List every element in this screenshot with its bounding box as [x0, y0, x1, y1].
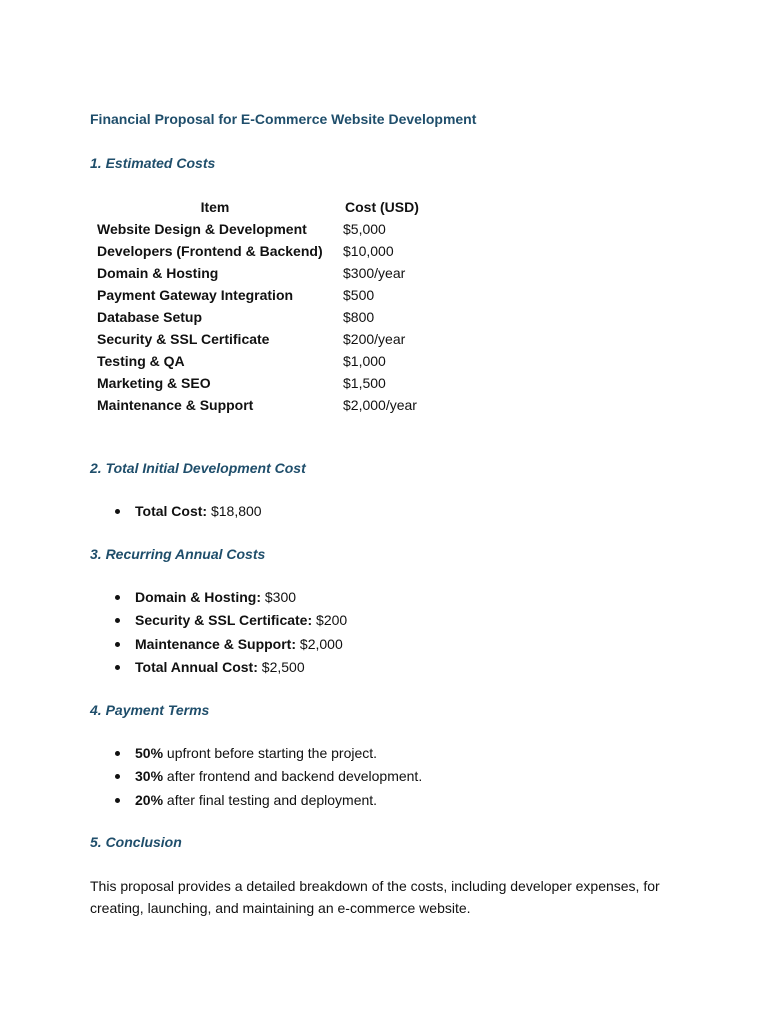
list-item-label: Security & SSL Certificate:: [135, 612, 313, 629]
section-heading-conclusion: 5. Conclusion: [90, 834, 182, 850]
section-heading-total-initial-cost: 2. Total Initial Development Cost: [90, 460, 306, 476]
table-cell-item: Domain & Hosting: [97, 265, 219, 281]
table-cell-cost: $10,000: [343, 243, 394, 259]
section-heading-estimated-costs: 1. Estimated Costs: [90, 155, 216, 171]
table-cell-cost: $800: [343, 309, 375, 325]
table-cell-cost: $200/year: [343, 331, 406, 347]
list-item-value: $2,000: [296, 635, 343, 652]
list-item: [135, 633, 347, 656]
table-cell-cost: $300/year: [343, 265, 406, 281]
table-cell-item: Marketing & SEO: [97, 375, 211, 391]
table-row: [97, 350, 455, 372]
table-row: [97, 218, 455, 240]
conclusion-paragraph: This proposal provides a detailed breakdown of the costs, including developer expenses, for creating, launching, and maintaining an e-commerce website.: [90, 878, 660, 916]
list-item-label: 50%: [135, 745, 164, 761]
table-row: [97, 240, 455, 262]
list-item-label: Total Annual Cost:: [135, 658, 258, 675]
table-header-row: [97, 196, 455, 218]
list-item: [135, 742, 422, 765]
table-cell-item: Payment Gateway Integration: [97, 287, 294, 303]
list-item-label: 20%: [135, 791, 164, 808]
list-item-label: Maintenance & Support:: [135, 635, 297, 652]
list-item: [135, 586, 347, 609]
list-item: [135, 609, 347, 632]
table-row: [97, 262, 455, 284]
table-cell-cost: $1,000: [343, 353, 386, 369]
table-cell-cost: $1,500: [343, 375, 386, 391]
table-cell-item: Maintenance & Support: [97, 397, 254, 413]
table-cell-cost: $500: [343, 287, 375, 303]
table-row: [97, 306, 455, 328]
list-item-label: 30%: [135, 768, 164, 785]
table-cell-item: Testing & QA: [97, 353, 185, 369]
list-item: [135, 789, 422, 812]
list-item-value: $300: [261, 589, 297, 605]
table-cell-item: Database Setup: [97, 309, 203, 325]
table-row: [97, 372, 455, 394]
section-heading-recurring-costs: 3. Recurring Annual Costs: [90, 546, 266, 562]
cost-table: [97, 196, 455, 416]
document-title: Financial Proposal for E-Commerce Website Development: [90, 111, 477, 127]
list-item: [135, 500, 262, 523]
table-cell-cost: $2,000/year: [343, 397, 417, 413]
list-item-value: $200: [312, 612, 348, 629]
table-cell-item: Developers (Frontend & Backend): [97, 242, 323, 259]
payment-terms-list: [113, 742, 422, 812]
list-item-value: $2,500: [257, 658, 305, 675]
list-item-label: Domain & Hosting:: [135, 589, 261, 605]
table-cell-item: Security & SSL Certificate: [97, 331, 270, 347]
list-item-value: after frontend and backend development.: [163, 768, 423, 785]
list-item-label: Total Cost:: [135, 503, 208, 519]
list-item-value: after final testing and deployment.: [163, 791, 378, 808]
table-cell-item: Website Design & Development: [97, 221, 307, 237]
table-row: [97, 284, 455, 306]
table-header-item: Item: [200, 199, 230, 215]
table-header-cost: Cost (USD): [345, 199, 419, 215]
list-item-value: upfront before starting the project.: [163, 745, 378, 761]
table-cell-cost: $5,000: [343, 221, 386, 237]
list-item-value: $18,800: [207, 503, 262, 519]
table-row: [97, 328, 455, 350]
table-row: [97, 394, 455, 416]
list-item: [135, 765, 422, 788]
recurring-costs-list: [113, 586, 347, 679]
list-item: [135, 656, 347, 679]
section-heading-payment-terms: 4. Payment Terms: [90, 702, 210, 718]
total-initial-list: [113, 500, 262, 523]
